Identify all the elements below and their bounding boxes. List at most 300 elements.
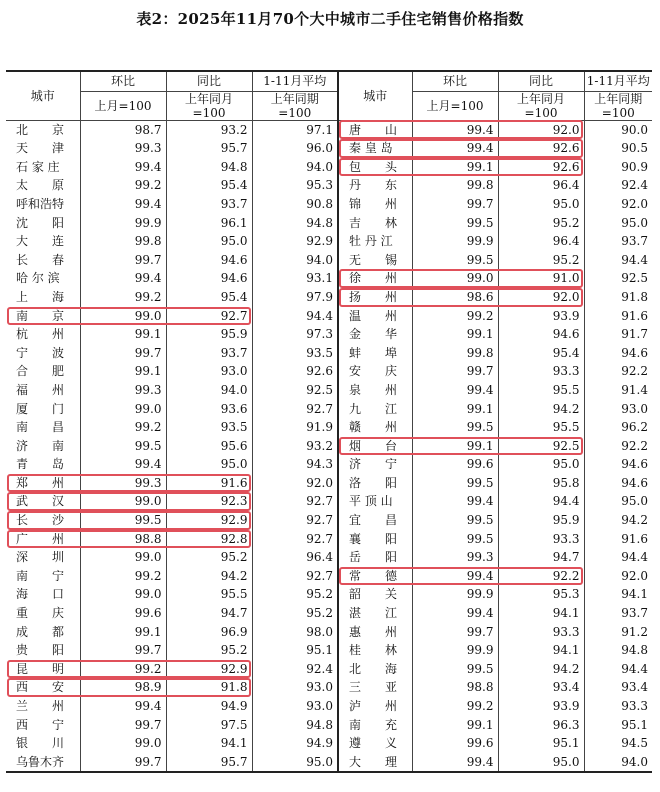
left-mom-cell: 98.8 <box>80 530 166 549</box>
header-avg-base-left <box>252 91 338 120</box>
right-yoy-cell: 96.3 <box>498 716 584 735</box>
left-mom-cell: 99.2 <box>80 660 166 679</box>
left-avg-cell: 95.0 <box>252 753 338 773</box>
left-city-cell: 上 海 <box>16 289 65 304</box>
left-mom-cell: 99.4 <box>80 195 166 214</box>
left-mom-cell: 99.6 <box>80 604 166 623</box>
table-row <box>6 139 652 158</box>
right-avg-cell: 94.8 <box>584 641 652 660</box>
right-avg-cell: 92.4 <box>584 176 652 195</box>
right-city-cell: 泉 州 <box>338 381 412 400</box>
right-avg-cell: 91.4 <box>584 381 652 400</box>
left-city-cell: 济 南 <box>16 438 65 453</box>
left-yoy-cell: 93.5 <box>166 418 252 437</box>
left-avg-cell: 92.4 <box>252 660 338 679</box>
left-avg-cell: 92.0 <box>252 474 338 493</box>
table-row <box>6 418 652 437</box>
header-mom-left: 环比 <box>80 71 166 91</box>
left-city-cell: 南 宁 <box>16 568 65 583</box>
right-yoy-cell: 92.0 <box>498 288 584 307</box>
left-avg-cell: 93.2 <box>252 437 338 456</box>
left-yoy-cell: 94.0 <box>166 381 252 400</box>
right-city-cell: 三 亚 <box>338 678 412 697</box>
left-mom-cell: 99.0 <box>80 492 166 511</box>
table-row <box>6 214 652 233</box>
right-mom-cell: 99.1 <box>412 325 498 344</box>
left-avg-cell: 96.0 <box>252 139 338 158</box>
right-yoy-cell: 94.4 <box>498 492 584 511</box>
table-row <box>6 176 652 195</box>
right-avg-cell: 93.0 <box>584 400 652 419</box>
left-mom-cell: 98.9 <box>80 678 166 697</box>
left-avg-cell: 93.0 <box>252 697 338 716</box>
right-avg-cell: 93.3 <box>584 697 652 716</box>
right-avg-cell: 90.9 <box>584 158 652 177</box>
left-city-cell: 哈 尔 滨 <box>16 271 60 286</box>
right-mom-cell: 99.0 <box>412 269 498 288</box>
right-mom-cell: 99.4 <box>412 753 498 773</box>
right-mom-cell: 99.7 <box>412 362 498 381</box>
right-avg-cell: 93.4 <box>584 678 652 697</box>
right-avg-cell: 91.6 <box>584 307 652 326</box>
left-city-cell: 重 庆 <box>16 606 65 621</box>
left-avg-cell: 94.4 <box>252 307 338 326</box>
table-row <box>6 678 652 697</box>
right-city-cell: 韶 关 <box>338 585 412 604</box>
left-mom-cell: 99.3 <box>80 381 166 400</box>
table-row <box>6 158 652 177</box>
table-row <box>6 400 652 419</box>
left-mom-cell: 99.2 <box>80 567 166 586</box>
right-mom-cell: 99.1 <box>412 716 498 735</box>
right-city-cell: 金 华 <box>338 325 412 344</box>
left-avg-cell: 90.8 <box>252 195 338 214</box>
right-city-cell: 遵 义 <box>338 734 412 753</box>
right-avg-cell: 92.2 <box>584 362 652 381</box>
header-yoy-base-right <box>498 91 584 120</box>
right-avg-cell: 94.0 <box>584 753 652 773</box>
left-avg-cell: 98.0 <box>252 623 338 642</box>
right-mom-cell: 99.4 <box>412 492 498 511</box>
left-yoy-cell: 94.1 <box>166 734 252 753</box>
right-avg-cell: 94.6 <box>584 455 652 474</box>
left-avg-cell: 92.7 <box>252 567 338 586</box>
right-city-cell: 大 理 <box>338 753 412 773</box>
left-avg-cell: 95.3 <box>252 176 338 195</box>
left-yoy-cell: 94.6 <box>166 251 252 270</box>
header-avg-left: 1-11月平均 <box>252 71 338 91</box>
right-mom-cell: 99.2 <box>412 697 498 716</box>
left-yoy-cell: 92.9 <box>166 511 252 530</box>
left-mom-cell: 99.1 <box>80 623 166 642</box>
header-avg-right: 1-11月平均 <box>584 71 652 91</box>
left-city-cell: 西 安 <box>16 680 65 695</box>
right-city-cell: 秦 皇 岛 <box>338 139 412 158</box>
left-city-cell: 福 州 <box>16 382 65 397</box>
left-avg-cell: 92.5 <box>252 381 338 400</box>
left-avg-cell: 94.8 <box>252 214 338 233</box>
left-yoy-cell: 92.3 <box>166 492 252 511</box>
right-mom-cell: 98.6 <box>412 288 498 307</box>
left-mom-cell: 99.0 <box>80 548 166 567</box>
table-row <box>6 474 652 493</box>
left-avg-cell: 91.9 <box>252 418 338 437</box>
left-mom-cell: 98.7 <box>80 120 166 139</box>
right-mom-cell: 99.4 <box>412 381 498 400</box>
left-city-cell: 南 京 <box>16 308 65 323</box>
right-mom-cell: 99.5 <box>412 511 498 530</box>
left-avg-cell: 95.1 <box>252 641 338 660</box>
left-city-cell: 武 汉 <box>16 494 65 509</box>
left-city-cell: 西 宁 <box>16 717 65 732</box>
right-city-cell: 北 海 <box>338 660 412 679</box>
right-mom-cell: 99.5 <box>412 214 498 233</box>
right-city-cell: 蚌 埠 <box>338 344 412 363</box>
page-title: 表2：2025年11月70个大中城市二手住宅销售价格指数 <box>136 10 524 28</box>
right-mom-cell: 99.5 <box>412 660 498 679</box>
table-row <box>6 753 652 773</box>
right-avg-cell: 94.5 <box>584 734 652 753</box>
left-yoy-cell: 92.7 <box>166 307 252 326</box>
table-row <box>6 697 652 716</box>
left-avg-cell: 94.3 <box>252 455 338 474</box>
right-mom-cell: 99.5 <box>412 530 498 549</box>
right-city-cell: 温 州 <box>338 307 412 326</box>
right-avg-cell: 94.2 <box>584 511 652 530</box>
left-city-cell: 长 沙 <box>16 513 65 528</box>
left-city-cell: 沈 阳 <box>16 215 65 230</box>
left-mom-cell: 99.4 <box>80 269 166 288</box>
left-yoy-cell: 92.8 <box>166 530 252 549</box>
right-avg-cell: 94.6 <box>584 474 652 493</box>
left-city-cell: 天 津 <box>16 141 65 156</box>
left-mom-cell: 99.3 <box>80 474 166 493</box>
left-city-cell: 宁 波 <box>16 345 65 360</box>
right-avg-cell: 93.7 <box>584 604 652 623</box>
right-avg-cell: 95.0 <box>584 214 652 233</box>
right-mom-cell: 99.4 <box>412 120 498 139</box>
right-avg-cell: 93.7 <box>584 232 652 251</box>
header-mom-base-left <box>80 91 166 120</box>
right-city-cell: 烟 台 <box>338 437 412 456</box>
left-city-cell: 兰 州 <box>16 699 65 713</box>
left-mom-cell: 99.7 <box>80 251 166 270</box>
right-city-cell: 安 庆 <box>338 362 412 381</box>
table-row <box>6 492 652 511</box>
right-city-cell: 唐 山 <box>338 120 412 139</box>
right-yoy-cell: 95.1 <box>498 734 584 753</box>
left-city-cell: 太 原 <box>16 178 65 193</box>
table-row <box>6 604 652 623</box>
mom-base-text: 上月=100 <box>94 98 152 113</box>
left-mom-cell: 99.5 <box>80 437 166 456</box>
table-row <box>6 232 652 251</box>
left-avg-cell: 93.1 <box>252 269 338 288</box>
left-avg-cell: 92.9 <box>252 232 338 251</box>
left-mom-cell: 99.1 <box>80 325 166 344</box>
right-yoy-cell: 95.0 <box>498 753 584 773</box>
right-yoy-cell: 95.0 <box>498 455 584 474</box>
price-index-table <box>6 70 652 773</box>
left-mom-cell: 99.7 <box>80 641 166 660</box>
left-mom-cell: 99.2 <box>80 418 166 437</box>
header-yoy-base-left <box>166 91 252 120</box>
left-avg-cell: 92.6 <box>252 362 338 381</box>
right-city-cell: 九 江 <box>338 400 412 419</box>
right-mom-cell: 99.5 <box>412 418 498 437</box>
left-yoy-cell: 91.8 <box>166 678 252 697</box>
right-yoy-cell: 94.7 <box>498 548 584 567</box>
right-mom-cell: 99.5 <box>412 474 498 493</box>
left-city-cell: 厦 门 <box>16 401 65 416</box>
right-mom-cell: 99.1 <box>412 437 498 456</box>
right-avg-cell: 91.8 <box>584 288 652 307</box>
right-city-cell: 宜 昌 <box>338 511 412 530</box>
table-row <box>6 251 652 270</box>
right-avg-cell: 91.6 <box>584 530 652 549</box>
table-row <box>6 362 652 381</box>
left-avg-cell: 93.5 <box>252 344 338 363</box>
right-mom-cell: 99.3 <box>412 548 498 567</box>
table-row <box>6 641 652 660</box>
header-yoy-right: 同比 <box>498 71 584 91</box>
table-row <box>6 585 652 604</box>
left-city-cell: 昆 明 <box>16 661 65 676</box>
right-avg-cell: 94.6 <box>584 344 652 363</box>
right-mom-cell: 99.6 <box>412 455 498 474</box>
left-yoy-cell: 94.6 <box>166 269 252 288</box>
right-avg-cell: 91.7 <box>584 325 652 344</box>
header-city-left: 城市 <box>6 71 80 120</box>
yoy-base-text: 上年同月=100 <box>184 91 233 120</box>
left-avg-cell: 97.3 <box>252 325 338 344</box>
right-mom-cell: 99.1 <box>412 400 498 419</box>
table-row <box>6 530 652 549</box>
header-avg-base-right <box>584 91 652 120</box>
right-yoy-cell: 92.0 <box>498 120 584 139</box>
table-row <box>6 660 652 679</box>
right-avg-cell: 92.5 <box>584 269 652 288</box>
header-yoy-left: 同比 <box>166 71 252 91</box>
right-mom-cell: 99.8 <box>412 176 498 195</box>
left-city-cell: 海 口 <box>16 587 65 602</box>
left-yoy-cell: 93.7 <box>166 344 252 363</box>
right-yoy-cell: 94.2 <box>498 400 584 419</box>
right-city-cell: 徐 州 <box>338 269 412 288</box>
right-city-cell: 扬 州 <box>338 288 412 307</box>
left-avg-cell: 92.7 <box>252 492 338 511</box>
right-yoy-cell: 95.0 <box>498 195 584 214</box>
right-mom-cell: 99.4 <box>412 139 498 158</box>
table-row <box>6 455 652 474</box>
right-mom-cell: 98.8 <box>412 678 498 697</box>
right-yoy-cell: 93.4 <box>498 678 584 697</box>
left-yoy-cell: 93.7 <box>166 195 252 214</box>
left-mom-cell: 99.0 <box>80 734 166 753</box>
table-row <box>6 734 652 753</box>
right-city-cell: 南 充 <box>338 716 412 735</box>
left-avg-cell: 96.4 <box>252 548 338 567</box>
right-mom-cell: 99.4 <box>412 567 498 586</box>
left-yoy-cell: 97.5 <box>166 716 252 735</box>
right-city-cell: 常 德 <box>338 567 412 586</box>
right-yoy-cell: 92.2 <box>498 567 584 586</box>
right-city-cell: 岳 阳 <box>338 548 412 567</box>
right-yoy-cell: 94.2 <box>498 660 584 679</box>
right-city-cell: 湛 江 <box>338 604 412 623</box>
right-yoy-cell: 92.6 <box>498 139 584 158</box>
right-yoy-cell: 95.9 <box>498 511 584 530</box>
header-mom-right: 环比 <box>412 71 498 91</box>
right-yoy-cell: 95.5 <box>498 418 584 437</box>
left-mom-cell: 99.4 <box>80 455 166 474</box>
table-body <box>6 120 652 772</box>
left-yoy-cell: 94.9 <box>166 697 252 716</box>
left-mom-cell: 99.0 <box>80 400 166 419</box>
left-yoy-cell: 96.9 <box>166 623 252 642</box>
right-avg-cell: 95.0 <box>584 492 652 511</box>
left-yoy-cell: 95.4 <box>166 288 252 307</box>
left-city-cell: 银 川 <box>16 736 65 751</box>
right-mom-cell: 99.5 <box>412 251 498 270</box>
right-yoy-cell: 93.3 <box>498 623 584 642</box>
left-yoy-cell: 94.8 <box>166 158 252 177</box>
left-city-cell: 大 连 <box>16 234 65 249</box>
right-avg-cell: 94.4 <box>584 548 652 567</box>
right-yoy-cell: 95.2 <box>498 251 584 270</box>
left-city-cell: 长 春 <box>16 252 65 267</box>
right-city-cell: 惠 州 <box>338 623 412 642</box>
left-avg-cell: 92.7 <box>252 511 338 530</box>
right-yoy-cell: 93.9 <box>498 307 584 326</box>
right-yoy-cell: 96.4 <box>498 176 584 195</box>
left-city-cell: 杭 州 <box>16 327 65 342</box>
table-row <box>6 325 652 344</box>
right-avg-cell: 91.2 <box>584 623 652 642</box>
left-city-cell: 石 家 庄 <box>16 159 60 174</box>
left-yoy-cell: 95.2 <box>166 548 252 567</box>
left-city-cell: 郑 州 <box>16 475 65 490</box>
left-yoy-cell: 95.6 <box>166 437 252 456</box>
right-city-cell: 平 顶 山 <box>338 492 412 511</box>
left-mom-cell: 99.4 <box>80 158 166 177</box>
right-city-cell: 包 头 <box>338 158 412 177</box>
left-yoy-cell: 95.5 <box>166 585 252 604</box>
left-avg-cell: 95.2 <box>252 604 338 623</box>
left-yoy-cell: 95.0 <box>166 455 252 474</box>
left-yoy-cell: 93.6 <box>166 400 252 419</box>
right-city-cell: 牡 丹 江 <box>338 232 412 251</box>
left-avg-cell: 97.1 <box>252 120 338 139</box>
right-mom-cell: 99.1 <box>412 158 498 177</box>
right-city-cell: 桂 林 <box>338 641 412 660</box>
right-avg-cell: 94.4 <box>584 660 652 679</box>
left-city-cell: 广 州 <box>16 531 65 546</box>
right-mom-cell: 99.9 <box>412 585 498 604</box>
right-city-cell: 襄 阳 <box>338 530 412 549</box>
table-row <box>6 511 652 530</box>
table-row <box>6 269 652 288</box>
left-mom-cell: 99.5 <box>80 511 166 530</box>
right-yoy-cell: 94.1 <box>498 604 584 623</box>
left-yoy-cell: 95.7 <box>166 753 252 773</box>
left-yoy-cell: 93.2 <box>166 120 252 139</box>
left-avg-cell: 93.0 <box>252 678 338 697</box>
header-mom-base-right <box>412 91 498 120</box>
right-city-cell: 泸 州 <box>338 697 412 716</box>
right-avg-cell: 90.0 <box>584 120 652 139</box>
right-yoy-cell: 93.9 <box>498 697 584 716</box>
right-city-cell: 赣 州 <box>338 418 412 437</box>
table-row <box>6 548 652 567</box>
right-yoy-cell: 93.3 <box>498 362 584 381</box>
left-mom-cell: 99.7 <box>80 344 166 363</box>
table-row <box>6 120 652 139</box>
right-city-cell: 吉 林 <box>338 214 412 233</box>
table-row <box>6 288 652 307</box>
right-yoy-cell: 95.2 <box>498 214 584 233</box>
left-city-cell: 北 京 <box>16 122 65 137</box>
left-yoy-cell: 91.6 <box>166 474 252 493</box>
right-avg-cell: 96.2 <box>584 418 652 437</box>
left-avg-cell: 95.2 <box>252 585 338 604</box>
left-mom-cell: 99.0 <box>80 307 166 326</box>
left-yoy-cell: 93.0 <box>166 362 252 381</box>
right-mom-cell: 99.9 <box>412 232 498 251</box>
left-city-cell: 青 岛 <box>16 457 65 472</box>
left-city-cell: 成 都 <box>16 624 65 639</box>
right-yoy-cell: 96.4 <box>498 232 584 251</box>
table-row <box>6 307 652 326</box>
left-yoy-cell: 95.2 <box>166 641 252 660</box>
right-yoy-cell: 92.6 <box>498 158 584 177</box>
avg-base-text: 上年同期=100 <box>270 91 319 120</box>
left-avg-cell: 94.0 <box>252 158 338 177</box>
right-yoy-cell: 95.8 <box>498 474 584 493</box>
right-avg-cell: 92.0 <box>584 195 652 214</box>
right-avg-cell: 92.2 <box>584 437 652 456</box>
left-yoy-cell: 92.9 <box>166 660 252 679</box>
right-avg-cell: 94.4 <box>584 251 652 270</box>
left-yoy-cell: 95.0 <box>166 232 252 251</box>
left-city-cell: 深 圳 <box>16 550 65 565</box>
mom-base-text: 上月=100 <box>426 98 484 113</box>
left-mom-cell: 99.9 <box>80 214 166 233</box>
left-avg-cell: 92.7 <box>252 400 338 419</box>
right-mom-cell: 99.8 <box>412 344 498 363</box>
left-city-cell: 呼和浩特 <box>16 196 65 211</box>
yoy-base-text: 上年同月=100 <box>516 91 565 120</box>
right-city-cell: 丹 东 <box>338 176 412 195</box>
left-mom-cell: 99.7 <box>80 753 166 773</box>
right-avg-cell: 95.1 <box>584 716 652 735</box>
right-yoy-cell: 95.5 <box>498 381 584 400</box>
left-avg-cell: 97.9 <box>252 288 338 307</box>
left-yoy-cell: 96.1 <box>166 214 252 233</box>
right-yoy-cell: 95.3 <box>498 585 584 604</box>
left-mom-cell: 99.3 <box>80 139 166 158</box>
left-avg-cell: 94.8 <box>252 716 338 735</box>
right-yoy-cell: 94.1 <box>498 641 584 660</box>
right-yoy-cell: 93.3 <box>498 530 584 549</box>
right-city-cell: 洛 阳 <box>338 474 412 493</box>
left-mom-cell: 99.8 <box>80 232 166 251</box>
left-mom-cell: 99.0 <box>80 585 166 604</box>
left-city-cell: 贵 阳 <box>16 643 65 658</box>
right-mom-cell: 99.2 <box>412 307 498 326</box>
left-yoy-cell: 94.2 <box>166 567 252 586</box>
header-city-right: 城市 <box>338 71 412 120</box>
